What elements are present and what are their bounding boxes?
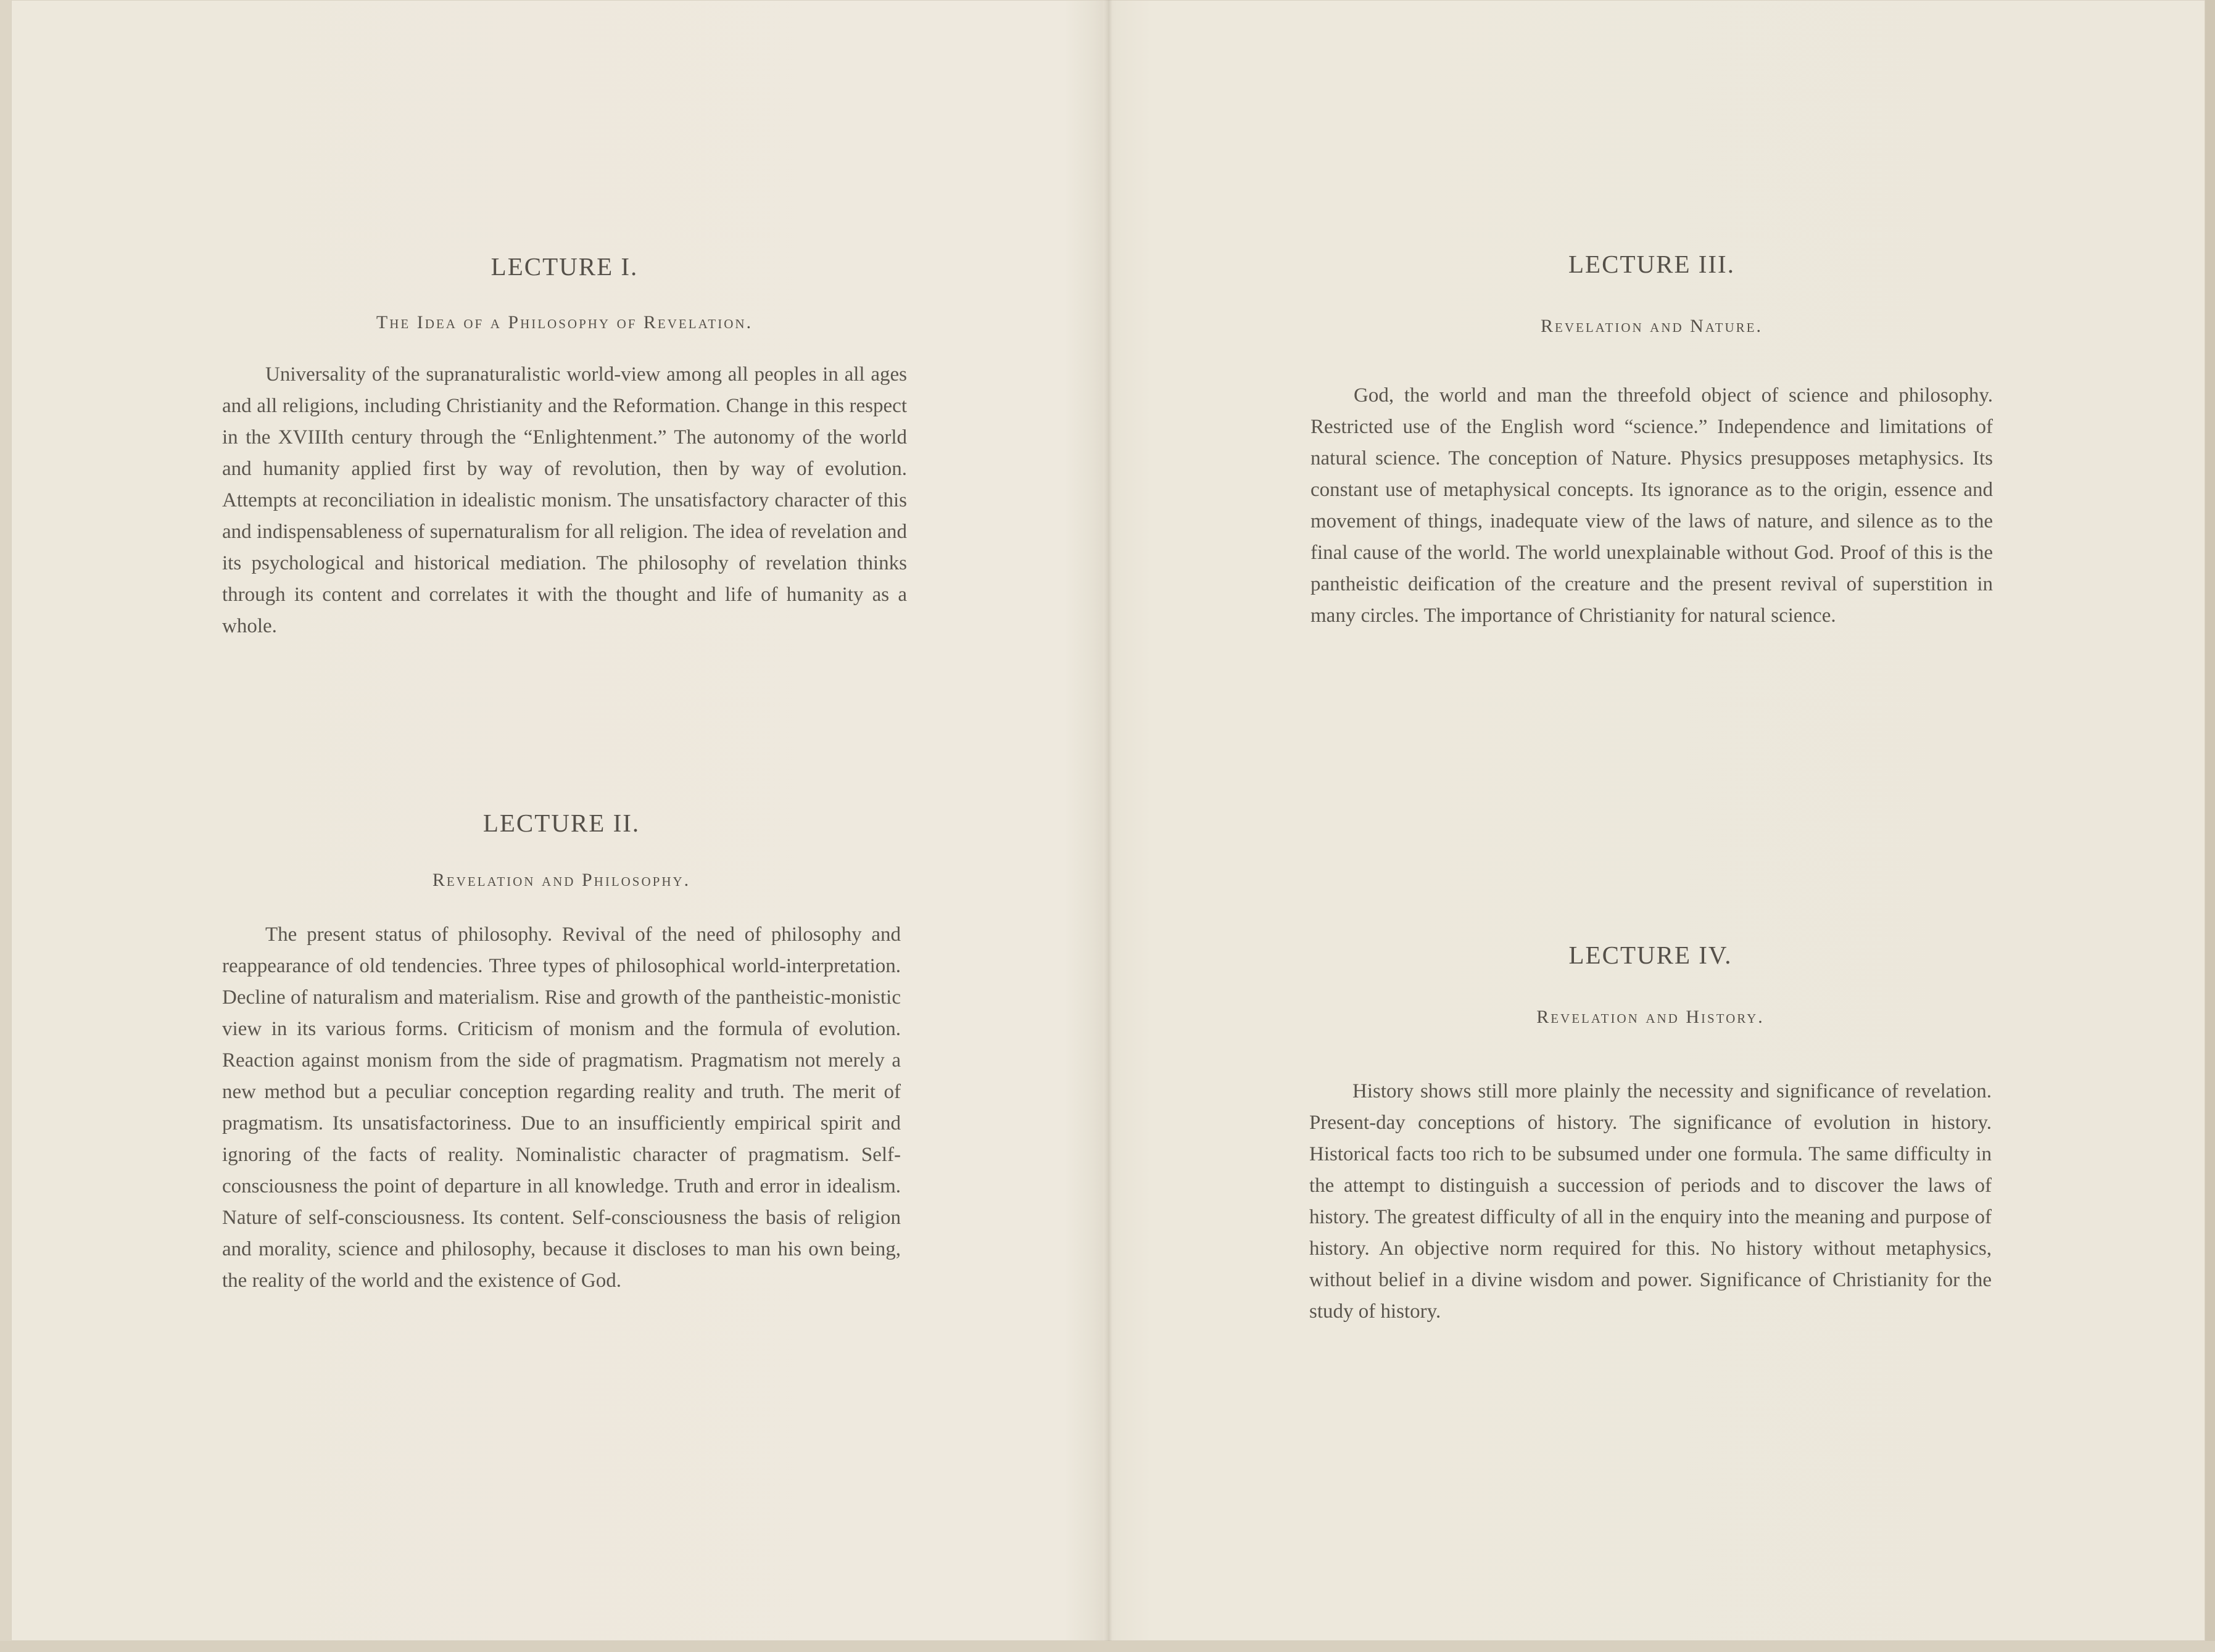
lecture-1-number: LECTURE I. [491, 252, 639, 281]
lecture-1-title: The Idea of a Philosophy of Revelation. [376, 312, 753, 332]
page-left-edge [0, 0, 11, 1652]
lecture-3-title: Revelation and Nature. [1541, 316, 1763, 336]
lecture-4-number: LECTURE IV. [1568, 941, 1733, 969]
lecture-3-summary: God, the world and man the threefold object of science and philosophy. Restricted use of the English word “science.” Independence and limitations of natural science. The conception of Nature. Physics presupposes metaphysics. Its constant use of metaphysical concepts. Its ignorance as to the origin, essence and movement of things, inadequate view of the laws of nature, and silence as to the final cause of the world. The world unexplainable without God. Proof of this is the pantheistic deification of the creature and the present revival of superstition in many circles. The importance of Christianity for natural science. [1310, 384, 1993, 627]
lecture-3-number: LECTURE III. [1568, 250, 1735, 278]
lecture-2-section [222, 808, 901, 1297]
page-bottom-edge [0, 1641, 2215, 1652]
lecture-2-title: Revelation and Philosophy. [432, 870, 691, 890]
lecture-4-summary: History shows still more plainly the necessity and significance of revelation. Present-day conceptions of history. The significance of evolution in history. Historical facts too rich to be subsumed under one formula. The same difficulty in the attempt to distinguish a succession of periods and to discover the laws of history. The greatest difficulty of all in the enquiry into the meaning and purpose of history. An objective norm required for this. No history without metaphysics, without belief in a divine wisdom and power. Significance of Christianity for the study of history. [1309, 1080, 1992, 1323]
lecture-1-section [222, 252, 907, 642]
lecture-2-summary: The present status of philosophy. Revival of the need of philosophy and reappearance of old tendencies. Three types of philosophical world-interpretation. Decline of naturalism and materialism. Rise and growth of the pantheistic-monistic view in its various forms. Criticism of monism and the formula of evolution. Reaction against monism from the side of pragmatism. Pragmatism not merely a new method but a peculiar conception regarding reality and truth. The merit of pragmatism. Its unsatisfactoriness. Due to an insufficiently empirical spirit and ignoring of the facts of reality. Nominalistic character of pragmatism. Self-consciousness the point of departure in all knowledge. Truth and error in idealism. Nature of self-consciousness. Its content. Self-consciousness the basis of religion and morality, science and philosophy, because it discloses to man his own being, the reality of the world and the existence of God. [222, 923, 901, 1292]
lecture-2-number: LECTURE II. [482, 809, 640, 837]
page-right-edge [2205, 0, 2215, 1652]
center-fold [1104, 0, 1112, 1641]
lecture-3-section [1310, 249, 1993, 632]
lecture-4-title: Revelation and History. [1536, 1007, 1765, 1027]
lecture-1-summary: Universality of the supranaturalistic world-view among all peoples in all ages and all religions, including Christianity and the Reformation. Change in this respect in the XVIIIth century through the “Enlightenment.” The autonomy of the world and humanity applied first by way of revolution, then by way of evolution. Attempts at reconciliation in idealistic monism. The unsatisfactory character of this and indispensableness of supernaturalism for all religion. The idea of revelation and its psychological and historical mediation. The philosophy of revelation thinks through its content and correlates it with the thought and life of humanity as a whole. [222, 363, 907, 637]
lecture-4-section [1309, 940, 1992, 1328]
